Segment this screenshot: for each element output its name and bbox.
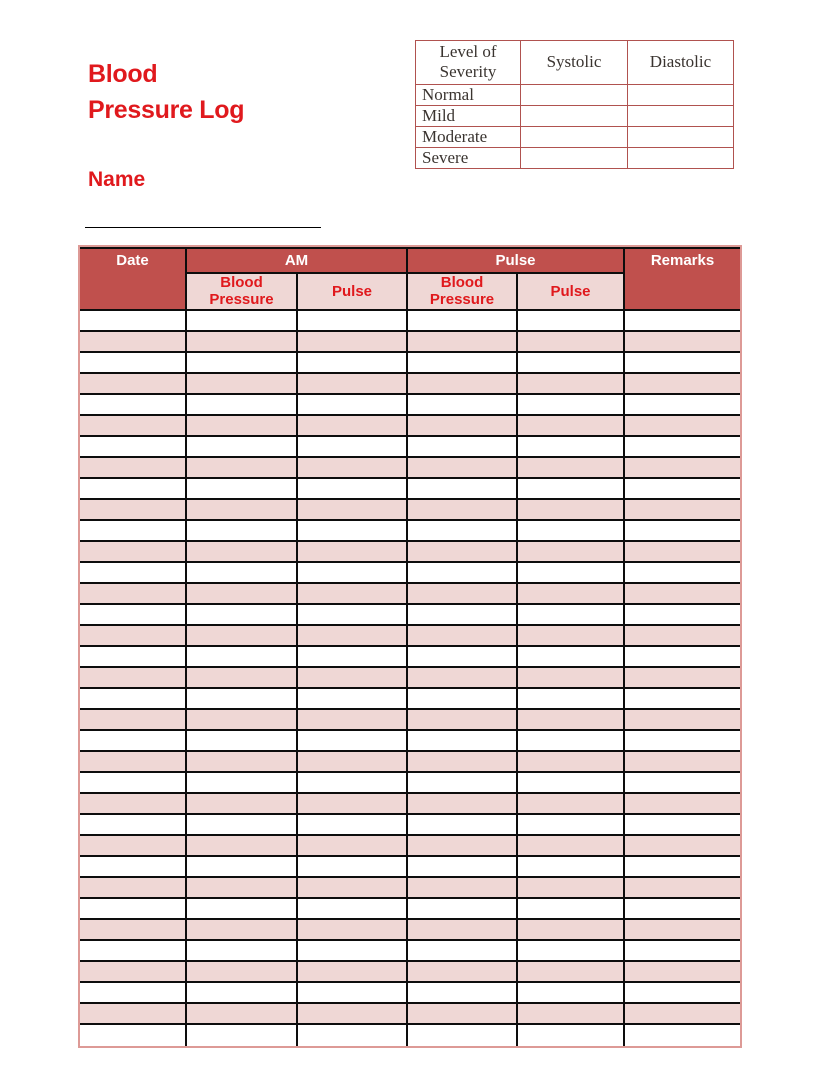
log-header-group-row <box>80 247 740 274</box>
page-title-line2: Pressure Log <box>88 96 245 125</box>
log-row <box>80 689 740 710</box>
log-cell-date[interactable] <box>80 752 187 773</box>
log-cell-am-blood-pressure[interactable] <box>187 689 298 710</box>
log-cell-am-pulse[interactable] <box>298 836 408 857</box>
log-cell-am-pulse[interactable] <box>298 1025 408 1046</box>
log-cell-remarks[interactable] <box>625 899 740 920</box>
log-row <box>80 500 740 521</box>
log-cell-pm-pulse[interactable] <box>518 878 625 899</box>
severity-diastolic-cell[interactable] <box>628 126 734 147</box>
log-cell-am-blood-pressure[interactable] <box>187 374 298 395</box>
log-cell-remarks[interactable] <box>625 563 740 584</box>
log-cell-pm-pulse[interactable] <box>518 479 625 500</box>
page-title <box>88 56 244 129</box>
log-cell-pm-pulse[interactable] <box>518 437 625 458</box>
log-cell-remarks[interactable] <box>625 605 740 626</box>
log-cell-pm-blood-pressure[interactable] <box>408 458 518 479</box>
log-cell-pm-pulse[interactable] <box>518 1025 625 1046</box>
log-cell-am-blood-pressure[interactable] <box>187 983 298 1004</box>
log-cell-remarks[interactable] <box>625 710 740 731</box>
log-cell-am-blood-pressure[interactable] <box>187 479 298 500</box>
log-cell-pm-pulse[interactable] <box>518 563 625 584</box>
log-row <box>80 584 740 605</box>
log-row <box>80 353 740 374</box>
log-cell-pm-blood-pressure[interactable] <box>408 752 518 773</box>
log-cell-am-blood-pressure[interactable] <box>187 605 298 626</box>
log-cell-am-blood-pressure[interactable] <box>187 941 298 962</box>
log-cell-pm-pulse[interactable] <box>518 920 625 941</box>
log-cell-am-blood-pressure[interactable] <box>187 899 298 920</box>
log-cell-pm-pulse[interactable] <box>518 962 625 983</box>
log-cell-remarks[interactable] <box>625 374 740 395</box>
severity-diastolic-cell[interactable] <box>628 105 734 126</box>
log-cell-pm-pulse[interactable] <box>518 1004 625 1025</box>
log-cell-am-pulse[interactable] <box>298 962 408 983</box>
log-cell-date[interactable] <box>80 521 187 542</box>
severity-col-systolic: Systolic <box>521 41 628 85</box>
log-row <box>80 836 740 857</box>
log-cell-pm-blood-pressure[interactable] <box>408 689 518 710</box>
log-cell-pm-pulse[interactable] <box>518 794 625 815</box>
log-cell-am-pulse[interactable] <box>298 374 408 395</box>
name-label: Name <box>88 168 146 191</box>
log-cell-pm-blood-pressure[interactable] <box>408 563 518 584</box>
log-cell-am-pulse[interactable] <box>298 542 408 563</box>
log-cell-pm-blood-pressure[interactable] <box>408 899 518 920</box>
log-cell-pm-blood-pressure[interactable] <box>408 983 518 1004</box>
log-cell-remarks[interactable] <box>625 500 740 521</box>
log-row <box>80 731 740 752</box>
log-cell-remarks[interactable] <box>625 584 740 605</box>
log-cell-remarks[interactable] <box>625 962 740 983</box>
severity-diastolic-cell[interactable] <box>628 147 734 168</box>
log-cell-pm-pulse[interactable] <box>518 521 625 542</box>
log-cell-pm-pulse[interactable] <box>518 983 625 1004</box>
log-col-remarks: Remarks <box>625 247 740 311</box>
log-cell-am-pulse[interactable] <box>298 416 408 437</box>
log-cell-date[interactable] <box>80 836 187 857</box>
log-cell-date[interactable] <box>80 1025 187 1046</box>
log-cell-am-blood-pressure[interactable] <box>187 332 298 353</box>
log-row <box>80 710 740 731</box>
log-row <box>80 437 740 458</box>
log-cell-date[interactable] <box>80 500 187 521</box>
log-cell-am-pulse[interactable] <box>298 626 408 647</box>
log-cell-remarks[interactable] <box>625 458 740 479</box>
log-cell-remarks[interactable] <box>625 920 740 941</box>
log-cell-am-pulse[interactable] <box>298 605 408 626</box>
log-row <box>80 563 740 584</box>
log-cell-am-blood-pressure[interactable] <box>187 563 298 584</box>
log-cell-date[interactable] <box>80 605 187 626</box>
log-cell-am-pulse[interactable] <box>298 521 408 542</box>
log-cell-pm-pulse[interactable] <box>518 899 625 920</box>
log-cell-am-blood-pressure[interactable] <box>187 395 298 416</box>
log-cell-am-blood-pressure[interactable] <box>187 857 298 878</box>
log-cell-pm-blood-pressure[interactable] <box>408 941 518 962</box>
log-cell-date[interactable] <box>80 689 187 710</box>
severity-systolic-cell[interactable] <box>521 126 628 147</box>
log-row <box>80 857 740 878</box>
log-cell-pm-blood-pressure[interactable] <box>408 962 518 983</box>
log-cell-am-pulse[interactable] <box>298 878 408 899</box>
log-cell-pm-pulse[interactable] <box>518 731 625 752</box>
severity-systolic-cell[interactable] <box>521 147 628 168</box>
log-cell-am-pulse[interactable] <box>298 500 408 521</box>
log-cell-am-blood-pressure[interactable] <box>187 815 298 836</box>
log-cell-date[interactable] <box>80 479 187 500</box>
log-cell-date[interactable] <box>80 899 187 920</box>
log-cell-am-pulse[interactable] <box>298 563 408 584</box>
log-cell-pm-blood-pressure[interactable] <box>408 311 518 332</box>
severity-row-severe <box>416 147 734 168</box>
log-subcol-pm-pulse: Pulse <box>518 274 625 311</box>
log-row <box>80 815 740 836</box>
log-cell-pm-blood-pressure[interactable] <box>408 815 518 836</box>
log-cell-am-blood-pressure[interactable] <box>187 542 298 563</box>
log-row <box>80 458 740 479</box>
log-cell-am-pulse[interactable] <box>298 1004 408 1025</box>
log-cell-pm-pulse[interactable] <box>518 500 625 521</box>
log-cell-remarks[interactable] <box>625 941 740 962</box>
log-row <box>80 773 740 794</box>
log-cell-remarks[interactable] <box>625 437 740 458</box>
log-cell-pm-blood-pressure[interactable] <box>408 857 518 878</box>
log-cell-am-blood-pressure[interactable] <box>187 521 298 542</box>
log-cell-am-blood-pressure[interactable] <box>187 836 298 857</box>
log-cell-pm-pulse[interactable] <box>518 353 625 374</box>
log-cell-remarks[interactable] <box>625 731 740 752</box>
log-subcol-am-pulse: Pulse <box>298 274 408 311</box>
name-fill-in-line[interactable] <box>85 227 321 228</box>
log-cell-am-blood-pressure[interactable] <box>187 752 298 773</box>
log-cell-date[interactable] <box>80 920 187 941</box>
log-cell-remarks[interactable] <box>625 836 740 857</box>
log-cell-am-blood-pressure[interactable] <box>187 458 298 479</box>
log-cell-am-blood-pressure[interactable] <box>187 773 298 794</box>
log-cell-pm-pulse[interactable] <box>518 815 625 836</box>
log-row <box>80 521 740 542</box>
log-cell-pm-pulse[interactable] <box>518 416 625 437</box>
log-cell-date[interactable] <box>80 668 187 689</box>
log-cell-pm-blood-pressure[interactable] <box>408 1025 518 1046</box>
log-cell-date[interactable] <box>80 773 187 794</box>
log-cell-am-pulse[interactable] <box>298 458 408 479</box>
log-cell-remarks[interactable] <box>625 521 740 542</box>
log-group-am: AM <box>187 247 408 274</box>
log-cell-date[interactable] <box>80 815 187 836</box>
log-cell-pm-blood-pressure[interactable] <box>408 626 518 647</box>
severity-row-label: Normal <box>416 84 521 105</box>
log-cell-am-pulse[interactable] <box>298 920 408 941</box>
log-cell-pm-pulse[interactable] <box>518 668 625 689</box>
severity-row-moderate <box>416 126 734 147</box>
log-cell-pm-blood-pressure[interactable] <box>408 731 518 752</box>
log-cell-am-pulse[interactable] <box>298 815 408 836</box>
log-cell-remarks[interactable] <box>625 647 740 668</box>
severity-row-label: Mild <box>416 105 521 126</box>
log-row <box>80 374 740 395</box>
log-row <box>80 899 740 920</box>
log-cell-date[interactable] <box>80 311 187 332</box>
log-row <box>80 542 740 563</box>
log-cell-date[interactable] <box>80 353 187 374</box>
log-row <box>80 479 740 500</box>
log-row <box>80 1025 740 1046</box>
log-cell-date[interactable] <box>80 941 187 962</box>
log-row <box>80 605 740 626</box>
log-row <box>80 626 740 647</box>
log-cell-am-blood-pressure[interactable] <box>187 878 298 899</box>
log-cell-am-pulse[interactable] <box>298 794 408 815</box>
log-cell-am-pulse[interactable] <box>298 731 408 752</box>
log-cell-am-pulse[interactable] <box>298 584 408 605</box>
log-cell-am-pulse[interactable] <box>298 857 408 878</box>
log-row <box>80 752 740 773</box>
severity-systolic-cell[interactable] <box>521 105 628 126</box>
log-cell-am-pulse[interactable] <box>298 311 408 332</box>
severity-row-label: Moderate <box>416 126 521 147</box>
log-cell-am-pulse[interactable] <box>298 773 408 794</box>
log-cell-pm-blood-pressure[interactable] <box>408 374 518 395</box>
log-row <box>80 332 740 353</box>
log-cell-pm-pulse[interactable] <box>518 626 625 647</box>
bp-log-table-wrapper <box>78 245 742 1048</box>
log-cell-remarks[interactable] <box>625 752 740 773</box>
log-cell-pm-pulse[interactable] <box>518 458 625 479</box>
severity-col-level-of-severity: Level of Severity <box>416 41 521 85</box>
log-cell-pm-pulse[interactable] <box>518 332 625 353</box>
log-cell-pm-blood-pressure[interactable] <box>408 500 518 521</box>
log-cell-am-pulse[interactable] <box>298 353 408 374</box>
log-cell-date[interactable] <box>80 794 187 815</box>
log-cell-am-blood-pressure[interactable] <box>187 416 298 437</box>
log-row <box>80 941 740 962</box>
log-cell-pm-blood-pressure[interactable] <box>408 668 518 689</box>
log-cell-pm-pulse[interactable] <box>518 542 625 563</box>
log-cell-am-blood-pressure[interactable] <box>187 311 298 332</box>
log-cell-date[interactable] <box>80 416 187 437</box>
log-cell-date[interactable] <box>80 437 187 458</box>
severity-row-label: Severe <box>416 147 521 168</box>
log-cell-date[interactable] <box>80 647 187 668</box>
log-cell-pm-pulse[interactable] <box>518 374 625 395</box>
log-cell-date[interactable] <box>80 584 187 605</box>
log-cell-am-blood-pressure[interactable] <box>187 710 298 731</box>
log-cell-remarks[interactable] <box>625 689 740 710</box>
log-cell-pm-pulse[interactable] <box>518 857 625 878</box>
log-cell-remarks[interactable] <box>625 857 740 878</box>
log-cell-pm-blood-pressure[interactable] <box>408 521 518 542</box>
log-row <box>80 311 740 332</box>
log-cell-remarks[interactable] <box>625 773 740 794</box>
log-cell-pm-pulse[interactable] <box>518 689 625 710</box>
log-cell-pm-blood-pressure[interactable] <box>408 353 518 374</box>
log-cell-pm-pulse[interactable] <box>518 605 625 626</box>
log-cell-am-pulse[interactable] <box>298 395 408 416</box>
log-col-date: Date <box>80 247 187 311</box>
log-cell-pm-pulse[interactable] <box>518 773 625 794</box>
severity-col-diastolic: Diastolic <box>628 41 734 85</box>
bp-log-table <box>80 247 740 1046</box>
log-cell-am-blood-pressure[interactable] <box>187 668 298 689</box>
log-cell-pm-blood-pressure[interactable] <box>408 710 518 731</box>
log-cell-remarks[interactable] <box>625 1004 740 1025</box>
log-row <box>80 668 740 689</box>
log-cell-am-pulse[interactable] <box>298 983 408 1004</box>
log-cell-am-blood-pressure[interactable] <box>187 647 298 668</box>
log-cell-am-pulse[interactable] <box>298 752 408 773</box>
log-cell-am-blood-pressure[interactable] <box>187 1025 298 1046</box>
log-cell-remarks[interactable] <box>625 416 740 437</box>
log-cell-am-pulse[interactable] <box>298 332 408 353</box>
log-cell-remarks[interactable] <box>625 542 740 563</box>
severity-systolic-cell[interactable] <box>521 84 628 105</box>
severity-header-row <box>416 41 734 85</box>
log-cell-am-pulse[interactable] <box>298 479 408 500</box>
log-cell-am-blood-pressure[interactable] <box>187 1004 298 1025</box>
log-cell-am-pulse[interactable] <box>298 668 408 689</box>
log-cell-date[interactable] <box>80 563 187 584</box>
log-cell-pm-blood-pressure[interactable] <box>408 437 518 458</box>
log-row <box>80 878 740 899</box>
log-cell-pm-blood-pressure[interactable] <box>408 920 518 941</box>
log-row <box>80 416 740 437</box>
log-cell-remarks[interactable] <box>625 983 740 1004</box>
log-cell-am-blood-pressure[interactable] <box>187 353 298 374</box>
log-cell-date[interactable] <box>80 983 187 1004</box>
severity-row-mild <box>416 105 734 126</box>
log-cell-am-pulse[interactable] <box>298 689 408 710</box>
log-row <box>80 962 740 983</box>
log-cell-pm-blood-pressure[interactable] <box>408 542 518 563</box>
log-row <box>80 983 740 1004</box>
log-subcol-am-blood-pressure: Blood Pressure <box>187 274 298 311</box>
log-cell-am-pulse[interactable] <box>298 710 408 731</box>
log-cell-date[interactable] <box>80 962 187 983</box>
log-cell-date[interactable] <box>80 1004 187 1025</box>
log-cell-pm-blood-pressure[interactable] <box>408 416 518 437</box>
log-group-pm: Pulse <box>408 247 625 274</box>
log-cell-remarks[interactable] <box>625 878 740 899</box>
log-cell-pm-pulse[interactable] <box>518 584 625 605</box>
log-row <box>80 1004 740 1025</box>
log-cell-am-blood-pressure[interactable] <box>187 794 298 815</box>
log-cell-pm-pulse[interactable] <box>518 647 625 668</box>
severity-table <box>415 40 734 169</box>
log-cell-am-blood-pressure[interactable] <box>187 920 298 941</box>
log-cell-pm-blood-pressure[interactable] <box>408 794 518 815</box>
log-cell-am-blood-pressure[interactable] <box>187 584 298 605</box>
log-cell-date[interactable] <box>80 626 187 647</box>
log-cell-remarks[interactable] <box>625 479 740 500</box>
log-cell-date[interactable] <box>80 542 187 563</box>
log-cell-am-blood-pressure[interactable] <box>187 626 298 647</box>
log-cell-am-blood-pressure[interactable] <box>187 731 298 752</box>
log-cell-pm-pulse[interactable] <box>518 710 625 731</box>
log-cell-pm-blood-pressure[interactable] <box>408 584 518 605</box>
log-cell-pm-blood-pressure[interactable] <box>408 479 518 500</box>
log-cell-am-pulse[interactable] <box>298 647 408 668</box>
log-cell-remarks[interactable] <box>625 668 740 689</box>
log-row <box>80 395 740 416</box>
log-row <box>80 920 740 941</box>
log-cell-remarks[interactable] <box>625 1025 740 1046</box>
log-cell-pm-blood-pressure[interactable] <box>408 395 518 416</box>
log-cell-date[interactable] <box>80 374 187 395</box>
log-cell-date[interactable] <box>80 857 187 878</box>
severity-diastolic-cell[interactable] <box>628 84 734 105</box>
log-cell-pm-pulse[interactable] <box>518 395 625 416</box>
log-cell-pm-blood-pressure[interactable] <box>408 1004 518 1025</box>
log-cell-pm-blood-pressure[interactable] <box>408 647 518 668</box>
log-cell-am-blood-pressure[interactable] <box>187 437 298 458</box>
log-cell-date[interactable] <box>80 710 187 731</box>
log-cell-date[interactable] <box>80 878 187 899</box>
log-cell-pm-blood-pressure[interactable] <box>408 773 518 794</box>
log-cell-pm-pulse[interactable] <box>518 752 625 773</box>
log-cell-date[interactable] <box>80 332 187 353</box>
log-cell-pm-pulse[interactable] <box>518 941 625 962</box>
log-cell-am-pulse[interactable] <box>298 941 408 962</box>
severity-row-normal <box>416 84 734 105</box>
log-cell-pm-pulse[interactable] <box>518 311 625 332</box>
log-cell-remarks[interactable] <box>625 311 740 332</box>
log-cell-date[interactable] <box>80 395 187 416</box>
log-cell-remarks[interactable] <box>625 815 740 836</box>
log-cell-remarks[interactable] <box>625 395 740 416</box>
log-cell-am-pulse[interactable] <box>298 437 408 458</box>
log-cell-am-blood-pressure[interactable] <box>187 500 298 521</box>
log-cell-date[interactable] <box>80 458 187 479</box>
log-cell-pm-pulse[interactable] <box>518 836 625 857</box>
log-cell-remarks[interactable] <box>625 353 740 374</box>
log-cell-pm-blood-pressure[interactable] <box>408 605 518 626</box>
log-subcol-pm-blood-pressure: Blood Pressure <box>408 274 518 311</box>
log-cell-am-blood-pressure[interactable] <box>187 962 298 983</box>
log-cell-remarks[interactable] <box>625 626 740 647</box>
log-cell-pm-blood-pressure[interactable] <box>408 878 518 899</box>
log-cell-pm-blood-pressure[interactable] <box>408 332 518 353</box>
log-cell-remarks[interactable] <box>625 794 740 815</box>
log-cell-pm-blood-pressure[interactable] <box>408 836 518 857</box>
log-row <box>80 647 740 668</box>
log-row <box>80 794 740 815</box>
page-title-line1: Blood <box>88 60 158 88</box>
log-cell-date[interactable] <box>80 731 187 752</box>
log-cell-remarks[interactable] <box>625 332 740 353</box>
log-cell-am-pulse[interactable] <box>298 899 408 920</box>
